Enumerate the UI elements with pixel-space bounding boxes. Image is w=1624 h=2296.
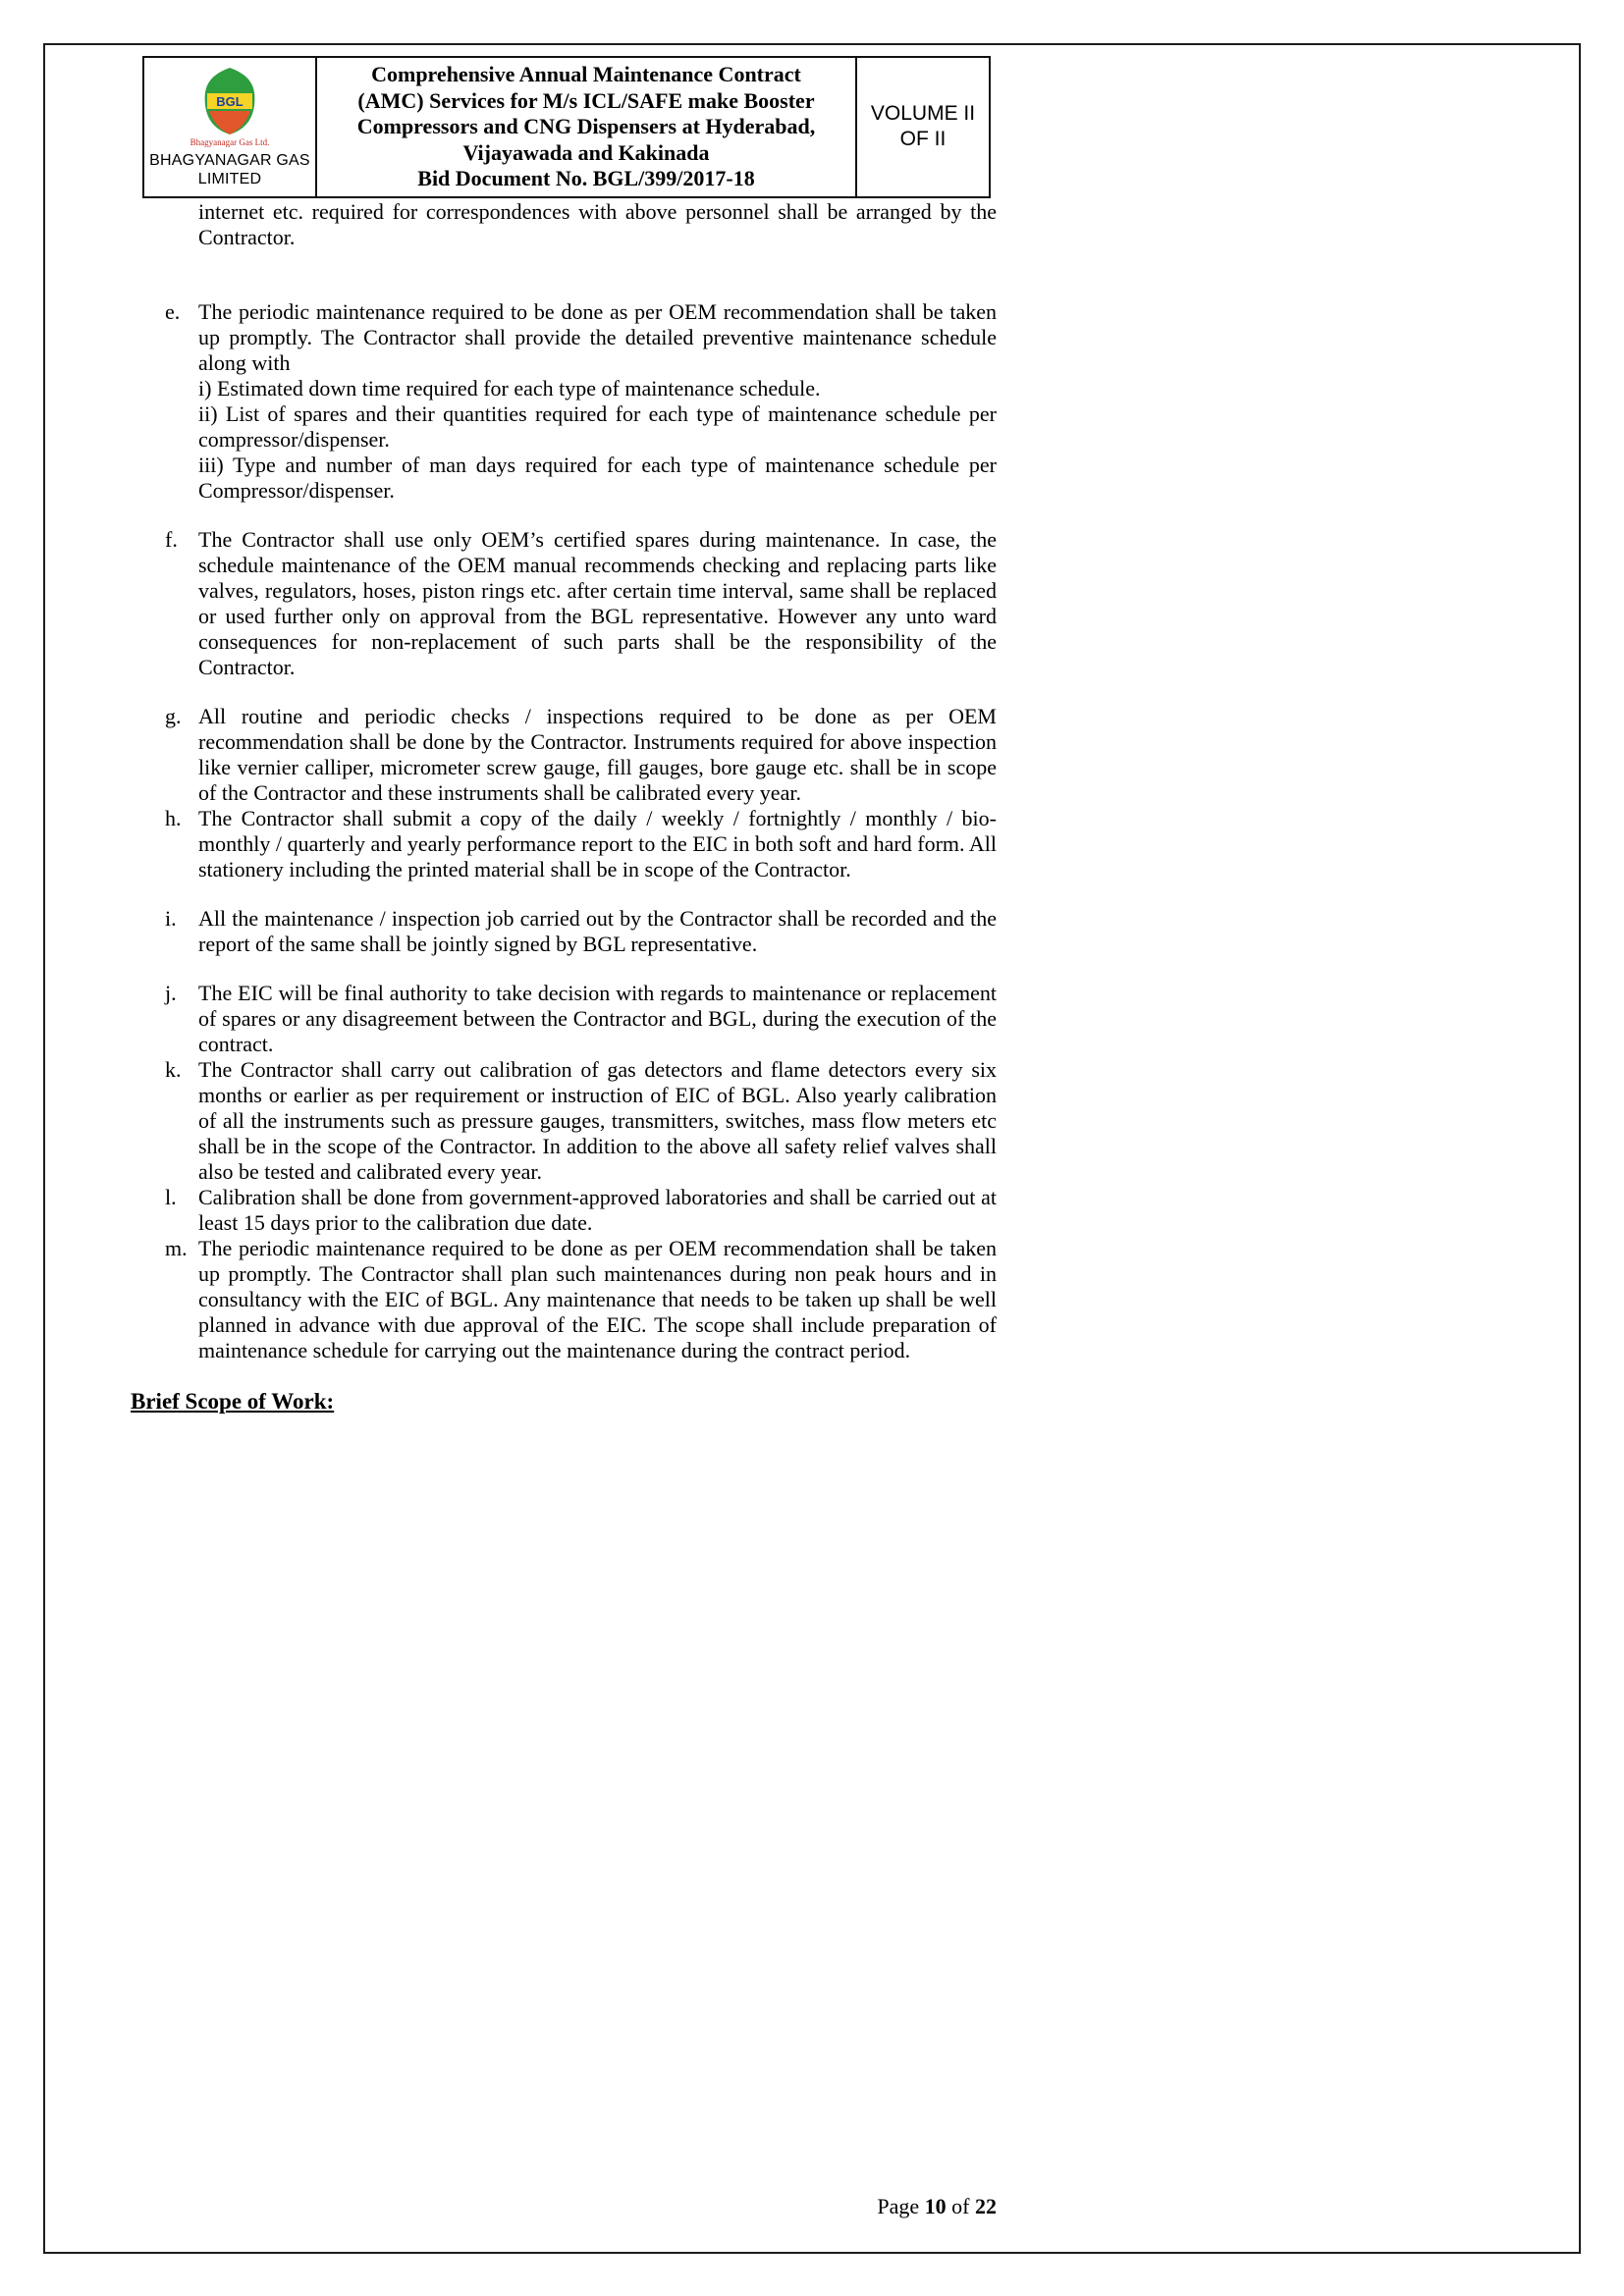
list-item-label: f.	[165, 527, 178, 552]
page-word: Page	[877, 2194, 925, 2218]
list-item-text: The Contractor shall use only OEM’s certified spares during maintenance. In case, the schedule maintenance of the OEM manual recommends checking and replacing parts like valves, regulators, hoses, piston rings etc. after certain time interval, same shall be replaced or used further only on approval from the BGL representative. However any unto ward consequences for non-replacement of such parts shall be the responsibility of the Contractor.	[198, 527, 997, 679]
list-item-m	[165, 1236, 997, 1363]
org-name	[149, 151, 310, 188]
item-paragraph: The periodic maintenance required to be done as per OEM recommendation shall be taken up promptly. The Contractor shall provide the detailed preventive maintenance schedule along with	[198, 299, 997, 375]
volume-line1: VOLUME II	[870, 102, 976, 126]
title-line: Compressors and CNG Dispensers at Hyderabad,	[356, 114, 816, 138]
list-item-text	[198, 299, 997, 504]
logo-cell	[144, 58, 317, 196]
org-name-line2: LIMITED	[197, 170, 262, 187]
list-item-text: The EIC will be final authority to take decision with regards to maintenance or replacement of spares or any disagreement between the Contractor and BGL, during the execution of the contract.	[198, 981, 997, 1056]
list-item-label: e.	[165, 299, 181, 324]
list-item-text: All the maintenance / inspection job carried out by the Contractor shall be recorded and the report of the same shall be jointly signed by BGL representative.	[198, 906, 997, 956]
volume-line2: OF II	[899, 128, 947, 151]
item-subline: iii) Type and number of man days required for each type of maintenance schedule per Compressor/dispenser.	[198, 453, 997, 503]
intro-paragraph: internet etc. required for correspondences with above personnel shall be arranged by the Contractor.	[198, 199, 997, 249]
bgl-logo-icon	[194, 66, 265, 136]
list-item-k	[165, 1057, 997, 1185]
list-item-label: k.	[165, 1057, 182, 1082]
page-number: 10	[924, 2194, 947, 2218]
total-pages: 22	[975, 2194, 997, 2218]
list-item-h	[165, 806, 997, 882]
document-title	[317, 58, 857, 196]
page-footer	[131, 2194, 997, 2219]
volume-label	[857, 58, 989, 196]
title-line: Vijayawada and Kakinada	[462, 139, 710, 165]
list-item-text: All routine and periodic checks / inspections required to be done as per OEM recommendation shall be done by the Contractor. Instruments required for above inspection like vernier calliper, micrometer screw gauge, fill gauges, bore gauge etc. shall be in scope of the Contractor and these instruments shall be calibrated every year.	[198, 704, 997, 805]
document-body	[131, 199, 997, 1415]
logo-acronym: BGL	[216, 93, 244, 109]
list-item-text: The Contractor shall submit a copy of the daily / weekly / fortnightly / monthly / bio-monthly / quarterly and yearly performance report to the EIC in both soft and hard form. All stationery including the printed material shall be in scope of the Contractor.	[198, 806, 997, 881]
bid-document-number: Bid Document No. BGL/399/2017-18	[417, 166, 755, 190]
header-table	[142, 56, 991, 198]
org-name-line1: BHAGYANAGAR GAS	[149, 151, 310, 169]
list-item-label: m.	[165, 1236, 188, 1260]
list-item-g	[165, 704, 997, 806]
of-word: of	[946, 2194, 975, 2218]
list-item-f	[165, 527, 997, 680]
list-item-label: i.	[165, 906, 177, 931]
list-item-i	[165, 906, 997, 957]
list-item-label: j.	[165, 981, 177, 1005]
list-item-l	[165, 1185, 997, 1236]
list-item-label: h.	[165, 806, 182, 830]
list-item-text: The Contractor shall carry out calibration of gas detectors and flame detectors every six months or earlier as per requirement or instruction of EIC of BGL. Also yearly calibration of all the instruments such as pressure gauges, transmitters, switches, mass flow meters etc shall be in the scope of the Contractor. In addition to the above all safety relief valves shall also be tested and calibrated every year.	[198, 1057, 997, 1184]
item-subline: ii) List of spares and their quantities required for each type of maintenance schedule per compressor/dispenser.	[198, 401, 997, 452]
list-item-text: Calibration shall be done from government-approved laboratories and shall be carried out at least 15 days prior to the calibration due date.	[198, 1185, 997, 1235]
list-item-label: l.	[165, 1185, 177, 1209]
title-line: (AMC) Services for M/s ICL/SAFE make Booster	[357, 87, 815, 113]
list-item-j	[165, 981, 997, 1057]
list-item-text: The periodic maintenance required to be done as per OEM recommendation shall be taken up promptly. The Contractor shall plan such maintenances during non peak hours and in consultancy with the EIC of BGL. Any maintenance that needs to be taken up shall be well planned in advance with due approval of the EIC. The scope shall include preparation of maintenance schedule for carrying out the maintenance during the contract period.	[198, 1236, 997, 1362]
list-item-e	[165, 299, 997, 504]
section-heading: Brief Scope of Work:	[131, 1389, 335, 1414]
logo-tagline: Bhagyanagar Gas Ltd.	[189, 136, 270, 147]
title-line: Comprehensive Annual Maintenance Contract	[371, 62, 801, 86]
list-item-label: g.	[165, 704, 182, 728]
item-subline: i) Estimated down time required for each type of maintenance schedule.	[198, 376, 821, 400]
